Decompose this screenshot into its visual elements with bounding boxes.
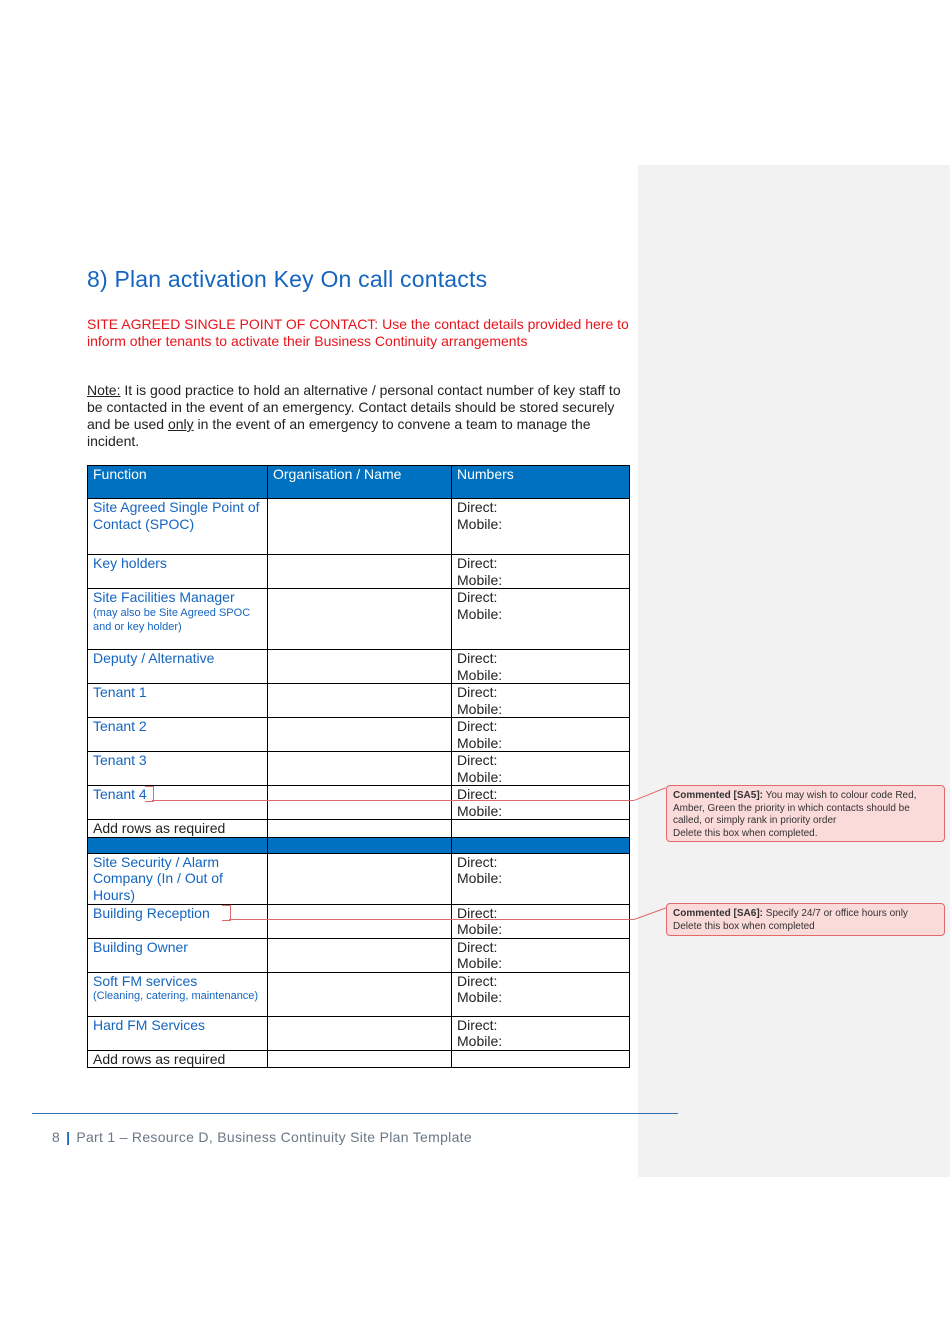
mobile-label: Mobile: [457,989,503,1005]
footer-title: Part 1 – Resource D, Business Continuity Site Plan Template [76,1129,472,1145]
note-text-2: in the event of an emergency to convene a team to manage the incident. [87,416,591,449]
section-heading: 8) Plan activation Key On call contacts [87,266,488,292]
direct-label: Direct: [457,684,498,700]
function-sub: (Cleaning, catering, maintenance) [93,990,259,1002]
comment-delete-note: Delete this box when completed. [673,827,818,839]
direct-label: Direct: [457,752,498,768]
function-cell: Hard FM Services [88,1016,268,1050]
note-text-1: It is good practice to hold an alternative / personal contact number of key staff to be contacted in the event of an emergency. Contact details should be stored securely and be used [87,382,621,432]
direct-label: Direct: [457,938,498,955]
table-row [88,786,630,820]
name-cell[interactable] [268,786,452,820]
separator-cell [88,837,268,853]
name-cell[interactable] [268,938,452,972]
direct-label: Direct: [457,904,498,921]
comment-anchor-sa6 [222,905,231,921]
table-header-row [88,466,630,499]
comment-text: Specify 24/7 or office hours only [763,908,908,919]
function-cell: Building Reception [88,904,268,938]
direct-label: Direct: [457,589,498,605]
numbers-cell[interactable] [452,1016,630,1050]
separator-cell [452,837,630,853]
spoc-instruction: SITE AGREED SINGLE POINT OF CONTACT: Use the contact details provided here to inform other tenants to activate their Business Continuity arrangements [87,316,629,349]
name-cell[interactable] [268,972,452,1016]
function-cell: Deputy / Alternative [88,650,268,684]
function-cell: Tenant 1 [88,684,268,718]
comment-label: Commented [SA6]: [673,908,764,919]
function-cell [88,589,268,650]
comment-label: Commented [SA5]: [673,790,764,801]
name-cell[interactable] [268,718,452,752]
numbers-cell[interactable] [452,589,630,650]
direct-label: Direct: [457,499,498,515]
table-row [88,853,630,904]
note-only: only [167,416,194,432]
direct-label: Direct: [457,853,498,870]
numbers-cell[interactable] [452,904,630,938]
table-row [88,904,630,938]
name-cell[interactable] [268,853,452,904]
footer-separator: | [66,1129,71,1145]
mobile-label: Mobile: [457,666,503,683]
page-number: 8 [52,1129,61,1145]
name-cell[interactable] [268,499,452,555]
comment-leader-sa5 [152,800,634,801]
table-row [88,650,630,684]
table-row [88,555,630,589]
header-organisation: Organisation / Name [268,466,452,499]
name-cell[interactable] [268,820,452,838]
mobile-label: Mobile: [457,1033,503,1049]
table-row [88,938,630,972]
mobile-label: Mobile: [457,734,503,751]
name-cell[interactable] [268,752,452,786]
name-cell[interactable] [268,1016,452,1050]
name-cell[interactable] [268,904,452,938]
mobile-label: Mobile: [457,955,503,971]
numbers-cell[interactable] [452,820,630,838]
numbers-cell[interactable] [452,938,630,972]
separator-cell [268,837,452,853]
comment-anchor-sa5 [145,786,154,802]
name-cell[interactable] [268,1050,452,1068]
table-row [88,499,630,555]
function-cell: Site Security / Alarm Company (In / Out of Hours) [88,853,268,904]
contacts-table [87,465,630,1068]
direct-label: Direct: [457,555,498,571]
function-cell [88,972,268,1016]
table-row [88,684,630,718]
direct-label: Direct: [457,718,498,734]
name-cell[interactable] [268,684,452,718]
page-footer [52,1129,472,1145]
numbers-cell[interactable] [452,499,630,555]
footer-rule [32,1113,678,1114]
function-cell: Building Owner [88,938,268,972]
numbers-cell[interactable] [452,650,630,684]
direct-label: Direct: [457,786,498,802]
table-row [88,972,630,1016]
direct-label: Direct: [457,972,498,989]
numbers-cell[interactable] [452,718,630,752]
comment-text: You may wish to colour code Red, Amber, Green the priority in which contacts should be called, or simply rank in priority order [673,790,917,826]
function-cell: Tenant 2 [88,718,268,752]
table-row [88,820,630,838]
name-cell[interactable] [268,555,452,589]
mobile-label: Mobile: [457,768,503,785]
function-sub: (may also be Site Agreed SPOC and or key holder) [93,606,251,633]
table-row [88,718,630,752]
table-row [88,752,630,786]
comment-sa6[interactable] [666,903,945,936]
function-cell: Tenant 4 [88,786,268,820]
mobile-label: Mobile: [457,802,503,819]
note-paragraph [87,382,632,450]
numbers-cell[interactable] [452,972,630,1016]
table-row [88,589,630,650]
table-row [88,1050,630,1068]
mobile-label: Mobile: [457,921,503,937]
comment-margin-pane [638,165,950,1177]
mobile-label: Mobile: [457,700,503,717]
numbers-cell[interactable] [452,786,630,820]
mobile-label: Mobile: [457,605,503,622]
numbers-cell[interactable] [452,555,630,589]
function-cell: Site Agreed Single Point of Contact (SPOC) [88,499,268,555]
mobile-label: Mobile: [457,870,503,886]
function-label: Soft FM services [93,972,198,989]
numbers-cell[interactable] [452,853,630,904]
table-row [88,1016,630,1050]
comment-leader-sa6 [229,919,634,920]
numbers-cell[interactable] [452,684,630,718]
separator-row [88,837,630,853]
direct-label: Direct: [457,650,498,666]
numbers-cell[interactable] [452,752,630,786]
name-cell[interactable] [268,589,452,650]
name-cell[interactable] [268,650,452,684]
direct-label: Direct: [457,1016,498,1033]
add-rows-cell: Add rows as required [88,820,268,838]
numbers-cell[interactable] [452,1050,630,1068]
mobile-label: Mobile: [457,571,503,588]
comment-sa5[interactable] [666,785,945,842]
function-cell: Tenant 3 [88,752,268,786]
mobile-label: Mobile: [457,515,503,532]
function-cell: Key holders [88,555,268,589]
note-label: Note: [87,382,121,398]
function-label: Site Facilities Manager [93,589,235,605]
header-function: Function [88,466,268,499]
comment-delete-note: Delete this box when completed [673,920,815,932]
add-rows-cell: Add rows as required [88,1050,268,1068]
header-numbers: Numbers [452,466,630,499]
